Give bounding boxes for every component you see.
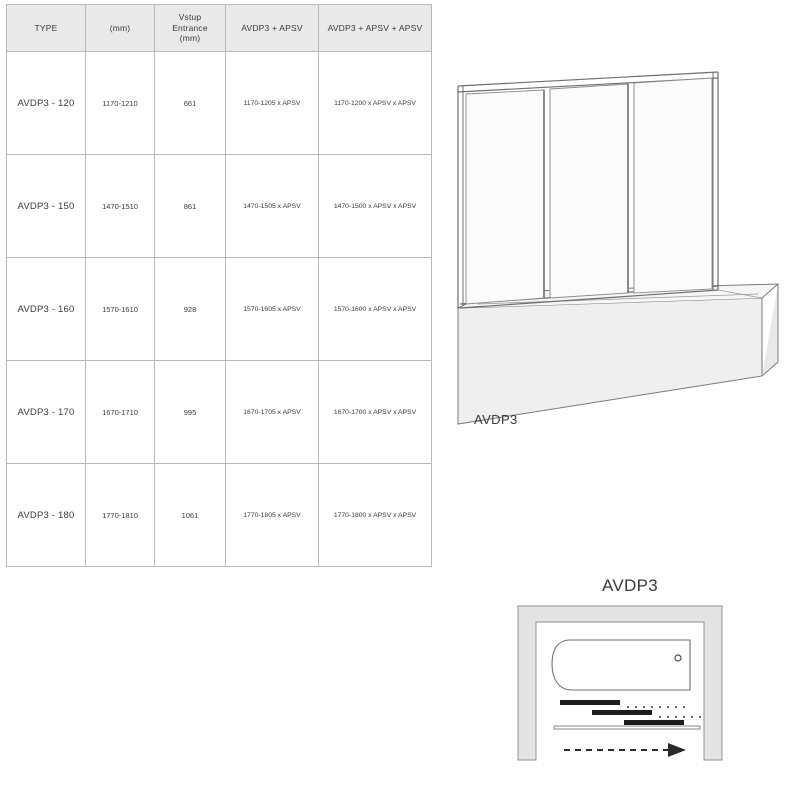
cell-mm: 1770-1810 [86, 464, 155, 567]
column-header-apsv: AVDP3 + APSV [226, 5, 319, 52]
cell-apsv: 1470-1505 x APSV [226, 155, 319, 258]
cell-apsv: 1670-1705 x APSV [226, 361, 319, 464]
bathtub-outline [552, 640, 690, 690]
plan-drawing-svg [508, 600, 758, 780]
cell-apsv-apsv: 1670-1700 x APSV x APSV [319, 361, 432, 464]
cell-apsv-apsv: 1570-1600 x APSV x APSV [319, 258, 432, 361]
perspective-caption: AVDP3 [474, 412, 518, 427]
column-header-apsv-apsv: AVDP3 + APSV + APSV [319, 5, 432, 52]
sliding-panels [554, 700, 701, 729]
cell-mm: 1470-1510 [86, 155, 155, 258]
direction-arrow-icon [564, 743, 686, 757]
cell-type: AVDP3 - 120 [7, 52, 86, 155]
plan-drawing [508, 600, 758, 780]
cell-apsv: 1570-1605 x APSV [226, 258, 319, 361]
cell-mm: 1570-1610 [86, 258, 155, 361]
column-header-mm: (mm) [86, 5, 155, 52]
column-header-entrance-line1: Vstup [178, 12, 202, 23]
table-row [7, 464, 432, 567]
cell-mm: 1170-1210 [86, 52, 155, 155]
cell-apsv: 1770-1805 x APSV [226, 464, 319, 567]
table-body [7, 52, 432, 567]
table-row [7, 52, 432, 155]
drain-icon [675, 655, 681, 661]
perspective-drawing-svg [432, 46, 792, 446]
specification-table [6, 4, 432, 567]
cell-apsv: 1170-1205 x APSV [226, 52, 319, 155]
table-row [7, 155, 432, 258]
cell-entrance: 995 [155, 361, 226, 464]
cell-apsv-apsv: 1170-1200 x APSV x APSV [319, 52, 432, 155]
cell-type: AVDP3 - 160 [7, 258, 86, 361]
perspective-drawing [432, 46, 792, 446]
table-row [7, 361, 432, 464]
cell-entrance: 1061 [155, 464, 226, 567]
column-header-entrance [155, 5, 226, 52]
table-header-row [7, 5, 432, 52]
cell-type: AVDP3 - 150 [7, 155, 86, 258]
cell-mm: 1670-1710 [86, 361, 155, 464]
table-row [7, 258, 432, 361]
cell-type: AVDP3 - 180 [7, 464, 86, 567]
plan-caption: AVDP3 [602, 576, 658, 595]
table-header [7, 5, 432, 52]
cell-apsv-apsv: 1770-1800 x APSV x APSV [319, 464, 432, 567]
cell-type: AVDP3 - 170 [7, 361, 86, 464]
column-header-type: TYPE [7, 5, 86, 52]
cell-entrance: 861 [155, 155, 226, 258]
cell-apsv-apsv: 1470-1500 x APSV x APSV [319, 155, 432, 258]
column-header-entrance-line3: (mm) [179, 33, 201, 44]
column-header-entrance-line2: Entrance [172, 22, 208, 33]
cell-entrance: 928 [155, 258, 226, 361]
cell-entrance: 661 [155, 52, 226, 155]
